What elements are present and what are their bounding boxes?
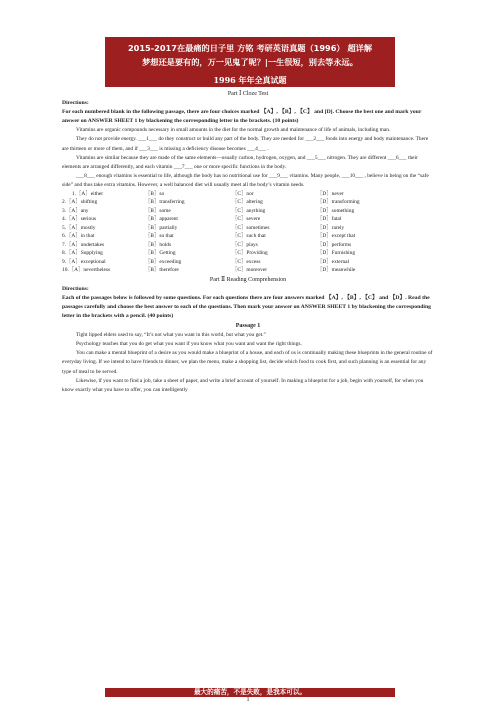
option-d: ［D］meanwhile xyxy=(317,267,356,274)
part2-directions-text: Each of the passages below is followed by some questions. For each questions there are four answers marked 【A】, 【B】, 【C】 and 【D】. Read the passages carefully and choose the best answer to each of the questions. Then mark your answer on ANSWER SHEET 1 by blackening the corresponding letter in the brackets with a pencil. (40 points) xyxy=(62,294,431,319)
passage-paragraph: Likewise, if you want to find a job, take a sheet of paper, and write a brief account of yourself. In making a blueprint for a job, begin with yourself, for when you know exactly what you have to offer, you can intelligently xyxy=(62,377,424,393)
option-d: ［D］rarely xyxy=(317,224,345,231)
cloze-paragraph: ___8___ enough vitamins is essential to life, although the body has no nutritional use for ___9___ vitamins. Many people, ___10___ , believe in being on the “safe side” and thus take extra vitamins. However, a well balanced diet will usually meet all the body’s vitamin needs. xyxy=(62,172,429,188)
passage-paragraph: Tight lipped elders used to say, “It’s not what you want in this world, but what you get.” xyxy=(76,332,266,339)
banner-line-1: 2015-2017在最痛的日子里 方铭 考研英语真题（1996） 超详解 xyxy=(127,43,373,53)
option-a: 1.［A］either xyxy=(72,191,103,198)
header-banner xyxy=(105,37,395,74)
option-d: ［D］external xyxy=(317,258,350,265)
option-c: ［C］Providing xyxy=(232,250,268,257)
document-body xyxy=(62,89,434,395)
option-c: ［C］anything xyxy=(232,207,266,214)
option-a: 7.［A］undertakes xyxy=(62,241,105,248)
option-c: ［C］altering xyxy=(232,199,263,206)
cloze-paragraph: Vitamins are similar because they are made of the same elements—usually carbon, hydrogen, oxygen, and ___5___ nitrogen. They are different ___6___ their elements are arranged differently, and each vitamin ___7___ one or more specific functions in the body. xyxy=(62,154,418,170)
option-a: 6.［A］in that xyxy=(62,233,95,240)
option-row xyxy=(62,215,434,223)
option-d: ［D］Furnishing xyxy=(317,250,356,257)
option-b: ［B］apparent xyxy=(145,216,178,223)
option-a: 9.［A］exceptional xyxy=(62,258,106,265)
option-c: ［C］severe xyxy=(232,216,261,223)
exam-title: 1996 年年全真试题 xyxy=(105,74,395,87)
footer-banner: 最大的痛苦，不是失败，是我本可以。 xyxy=(105,688,395,697)
option-b: ［B］Getting xyxy=(145,250,176,257)
option-a: 4.［A］serious xyxy=(62,216,96,223)
option-a: 8.［A］Supplying xyxy=(62,250,103,257)
option-row xyxy=(62,190,434,198)
option-c: ［C］moreover xyxy=(232,267,268,274)
option-a: 3.［A］any xyxy=(62,207,89,214)
option-d: ［D］never xyxy=(317,191,344,198)
option-a: 5.［A］mostly xyxy=(62,224,96,231)
option-b: ［B］exceeding xyxy=(145,258,182,265)
cloze-options xyxy=(62,190,434,275)
option-d: ［D］fatal xyxy=(317,216,342,223)
option-row xyxy=(62,266,434,274)
option-b: ［B］partially xyxy=(145,224,178,231)
passage-paragraph: You can make a mental blueprint of a desire as you would make a blueprint of a house, and each of us is continually making these blueprints in the general routine of everyday living. If we intend to have friends to dinner, we plan the menu, make a shopping list, decide which food to cook first, and such planning is an essential for any type of meal to be served. xyxy=(62,350,433,375)
option-b: ［B］transferring xyxy=(145,199,185,206)
part1-title: Part Ⅰ Cloze Test xyxy=(227,91,269,97)
option-c: ［C］excess xyxy=(232,258,261,265)
option-b: ［B］therefore xyxy=(145,267,179,274)
passage-paragraph: Psychology teaches that you do get what you want if you know what you want and want the right things. xyxy=(76,341,302,348)
option-row xyxy=(62,207,434,215)
passage-title: Passage 1 xyxy=(235,323,261,330)
option-row xyxy=(62,249,434,257)
option-d: ［D］except that xyxy=(317,233,356,240)
part2-title: Part Ⅱ Reading Comprehension xyxy=(209,276,287,283)
option-row xyxy=(62,232,434,240)
part2-directions-label: Directions: xyxy=(62,285,89,292)
option-b: ［B］so xyxy=(145,191,165,198)
banner-line-2: 梦想还是要有的，万一见鬼了呢？|一生很短，别去等永远。 xyxy=(142,57,358,67)
option-c: ［C］plays xyxy=(232,241,258,248)
option-row xyxy=(62,224,434,232)
option-c: ［C］such that xyxy=(232,233,266,240)
option-row xyxy=(62,241,434,249)
part1-directions-label: Directions: xyxy=(62,100,89,107)
option-d: ［D］performs xyxy=(317,241,352,248)
page-number: 1 xyxy=(246,697,250,703)
option-a: 10.［A］nevertheless xyxy=(62,267,111,274)
option-b: ［B］some xyxy=(145,207,171,214)
option-row xyxy=(62,258,434,266)
option-c: ［C］sometimes xyxy=(232,224,270,231)
option-a: 2.［A］shifting xyxy=(62,199,98,206)
cloze-paragraph: They do not provide energy. ___1___ do they construct or build any part of the body. They are needed for ___2___ foods into energy and body maintenance. There are thirteen or more of them, and if ___3___ is missing a deficiency disease becomes ___4___ . xyxy=(62,136,429,152)
option-d: ［D］transforming xyxy=(317,199,360,206)
option-c: ［C］nor xyxy=(232,191,254,198)
part1-directions-text: For each numbered blank in the following passage, there are four choices marked 【A】, 【B】, 【C】 and [D]. Choose the best one and mark your answer on ANSWER SHEET 1 by blackening the corresponding letter in the brackets. (10 points) xyxy=(62,109,422,125)
cloze-paragraph: Vitamins are organic compounds necessary in small amounts in the diet for the normal growth and maintenance of life of animals, including man. xyxy=(76,127,391,134)
option-d: ［D］something xyxy=(317,207,355,214)
option-row xyxy=(62,198,434,206)
option-b: ［B］so that xyxy=(145,233,174,240)
option-b: ［B］holds xyxy=(145,241,172,248)
